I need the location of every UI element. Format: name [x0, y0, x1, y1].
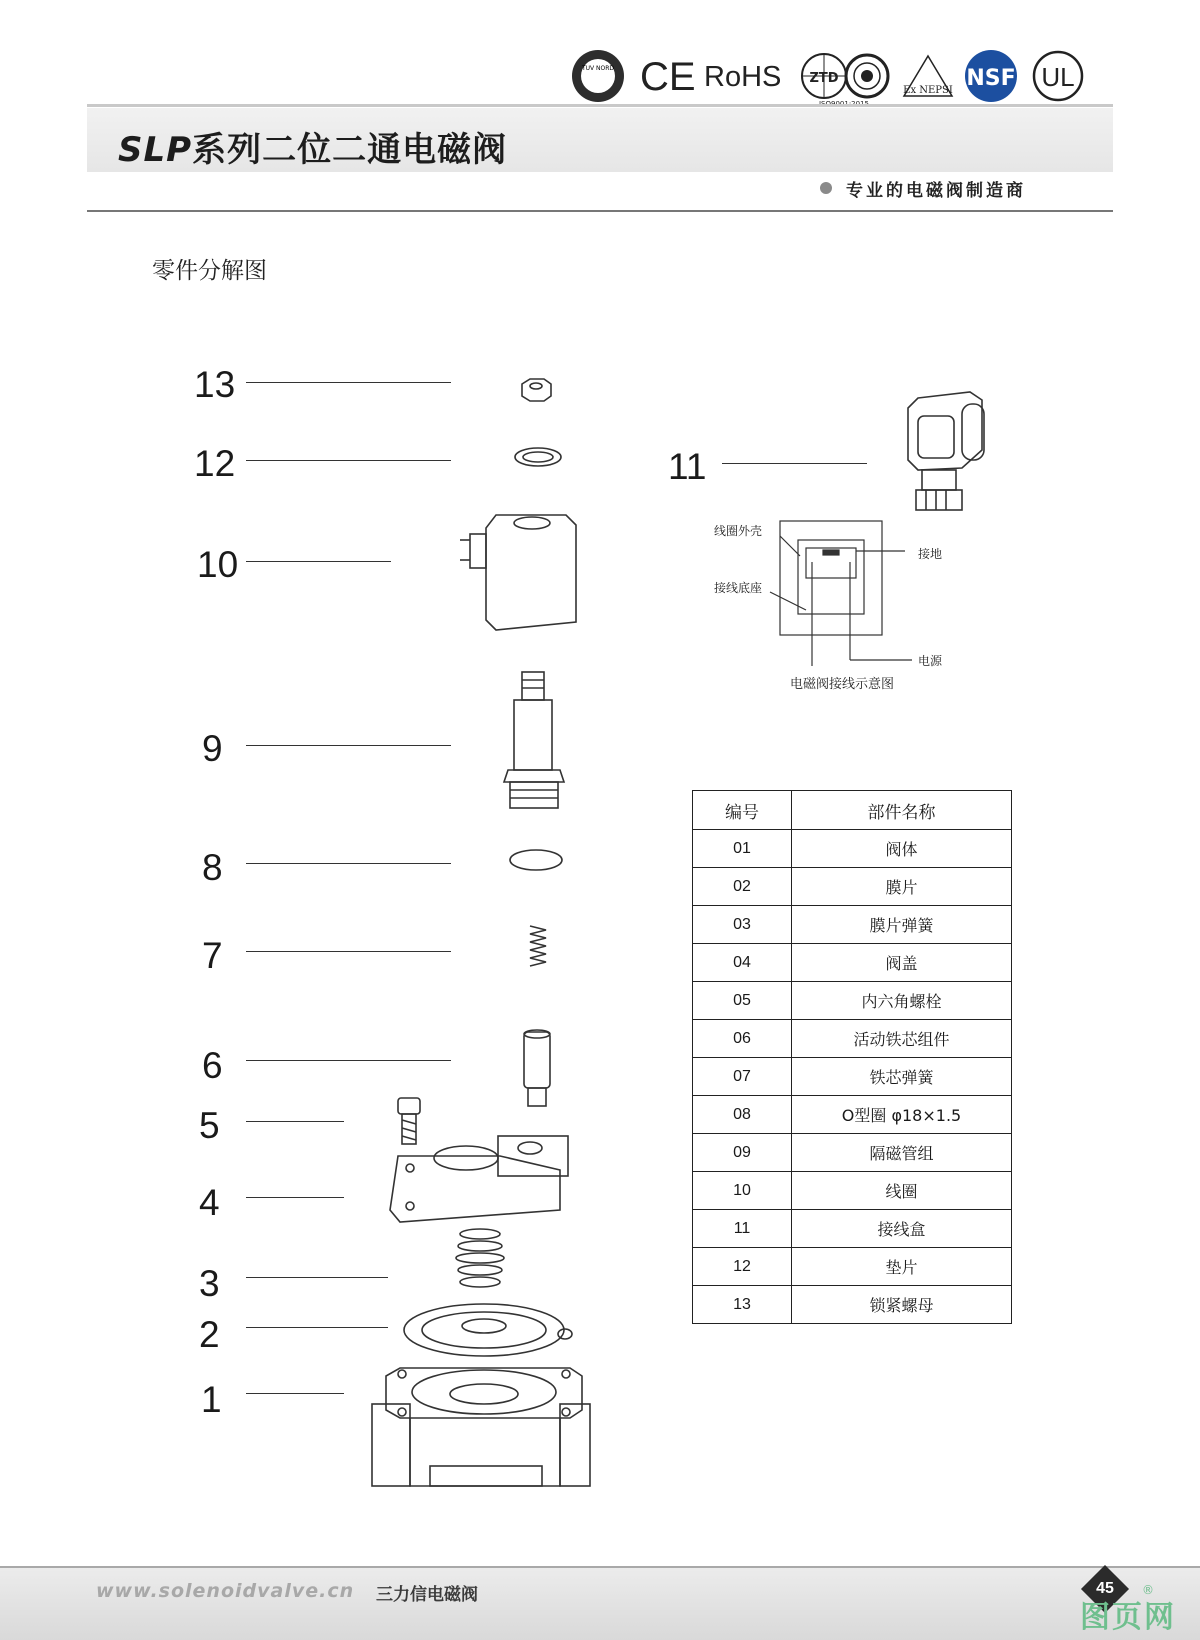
plunger-icon: [524, 1030, 550, 1106]
table-row: [693, 906, 1012, 944]
callout-13: 13: [194, 364, 236, 405]
table-row: [693, 830, 1012, 868]
ce-mark-icon: CE: [640, 55, 696, 99]
ul-label: UL: [1041, 62, 1075, 92]
diaphragm-icon: [404, 1304, 572, 1356]
header-part-name: 部件名称: [792, 791, 1012, 830]
callout-11: 11: [668, 446, 707, 487]
part-code: 12: [693, 1248, 792, 1286]
armature-tube-icon: [504, 672, 564, 808]
footer-brand: 三力信电磁阀: [376, 1585, 478, 1605]
callout-12: 12: [194, 443, 236, 484]
part-name: 膜片弹簧: [792, 906, 1012, 944]
footer-band: [0, 1566, 1200, 1640]
part-code: 05: [693, 982, 792, 1020]
part-name: O型圈 φ18×1.5: [792, 1096, 1012, 1134]
o-ring-icon: [510, 850, 562, 870]
valve-bonnet-icon: [390, 1136, 568, 1222]
table-row: [693, 1096, 1012, 1134]
rohs-mark-icon: RoHS: [704, 61, 782, 93]
section-title: 零件分解图: [152, 258, 267, 284]
part-name: 接线盒: [792, 1210, 1012, 1248]
part-code: 06: [693, 1020, 792, 1058]
table-row: [693, 982, 1012, 1020]
table-row: [693, 1058, 1012, 1096]
diaphragm-spring-icon: [456, 1229, 504, 1287]
callout-9: 9: [202, 728, 223, 769]
table-row: [693, 1020, 1012, 1058]
part-name: 阀体: [792, 830, 1012, 868]
table-row: [693, 1286, 1012, 1324]
part-code: 04: [693, 944, 792, 982]
callout-10: 10: [197, 544, 239, 585]
table-header-row: [693, 791, 1012, 830]
page-number: 45: [1096, 1580, 1114, 1597]
valve-body-icon: [372, 1368, 590, 1486]
wiring-caption: 电磁阀接线示意图: [790, 677, 895, 692]
washer-icon: [515, 448, 561, 466]
hex-bolt-icon: [398, 1098, 420, 1144]
part-code: 13: [693, 1286, 792, 1324]
table-row: [693, 1134, 1012, 1172]
label-ground: 接地: [918, 547, 943, 561]
footer-divider: [0, 1566, 1200, 1568]
part-code: 11: [693, 1210, 792, 1248]
title-series: SLP: [118, 130, 193, 170]
part-name: 阀盖: [792, 944, 1012, 982]
footer-website-link[interactable]: www.solenoidvalve.cn: [96, 1580, 355, 1602]
part-name: 隔磁管组: [792, 1134, 1012, 1172]
label-coil-housing: 线圈外壳: [714, 524, 763, 538]
header-code: 编号: [693, 791, 792, 830]
callout-2: 2: [199, 1314, 220, 1355]
part-code: 07: [693, 1058, 792, 1096]
part-code: 10: [693, 1172, 792, 1210]
lock-nut-icon: [522, 379, 551, 401]
ex-label: Ex NEPSI: [903, 85, 953, 96]
part-name: 垫片: [792, 1248, 1012, 1286]
part-name: 膜片: [792, 868, 1012, 906]
table-row: [693, 1210, 1012, 1248]
callout-8: 8: [202, 847, 223, 888]
watermark: 图页网: [1080, 1600, 1176, 1635]
registered-mark: ®: [1142, 1583, 1154, 1597]
part-code: 08: [693, 1096, 792, 1134]
nsf-label: NSF: [966, 66, 1016, 91]
part-name: 内六角螺栓: [792, 982, 1012, 1020]
table-row: [693, 868, 1012, 906]
callout-7: 7: [202, 935, 223, 976]
part-code: 02: [693, 868, 792, 906]
table-row: [693, 1248, 1012, 1286]
connector-box-icon: [908, 392, 984, 510]
part-code: 09: [693, 1134, 792, 1172]
coil-icon: [460, 515, 576, 630]
table-row: [693, 1172, 1012, 1210]
title-text: 系列二位二通电磁阀: [192, 130, 508, 170]
callout-4: 4: [199, 1182, 220, 1223]
part-name: 铁芯弹簧: [792, 1058, 1012, 1096]
ztd-label: ZTD: [809, 71, 839, 86]
callout-6: 6: [202, 1045, 223, 1086]
plunger-spring-icon: [530, 926, 546, 966]
part-name: 锁紧螺母: [792, 1286, 1012, 1324]
part-code: 03: [693, 906, 792, 944]
tagline: 专业的电磁阀制造商: [846, 181, 1026, 201]
part-code: 01: [693, 830, 792, 868]
part-name: 线圈: [792, 1172, 1012, 1210]
callout-1: 1: [201, 1379, 222, 1420]
part-name: 活动铁芯组件: [792, 1020, 1012, 1058]
callout-5: 5: [199, 1105, 220, 1146]
wiring-diagram-icon: [770, 521, 912, 666]
tuv-label: TUV NORD: [581, 65, 615, 72]
parts-table: [692, 790, 1012, 1324]
table-row: [693, 944, 1012, 982]
label-power: 电源: [918, 654, 943, 668]
label-terminal-base: 接线底座: [714, 581, 763, 595]
callout-3: 3: [199, 1263, 220, 1304]
